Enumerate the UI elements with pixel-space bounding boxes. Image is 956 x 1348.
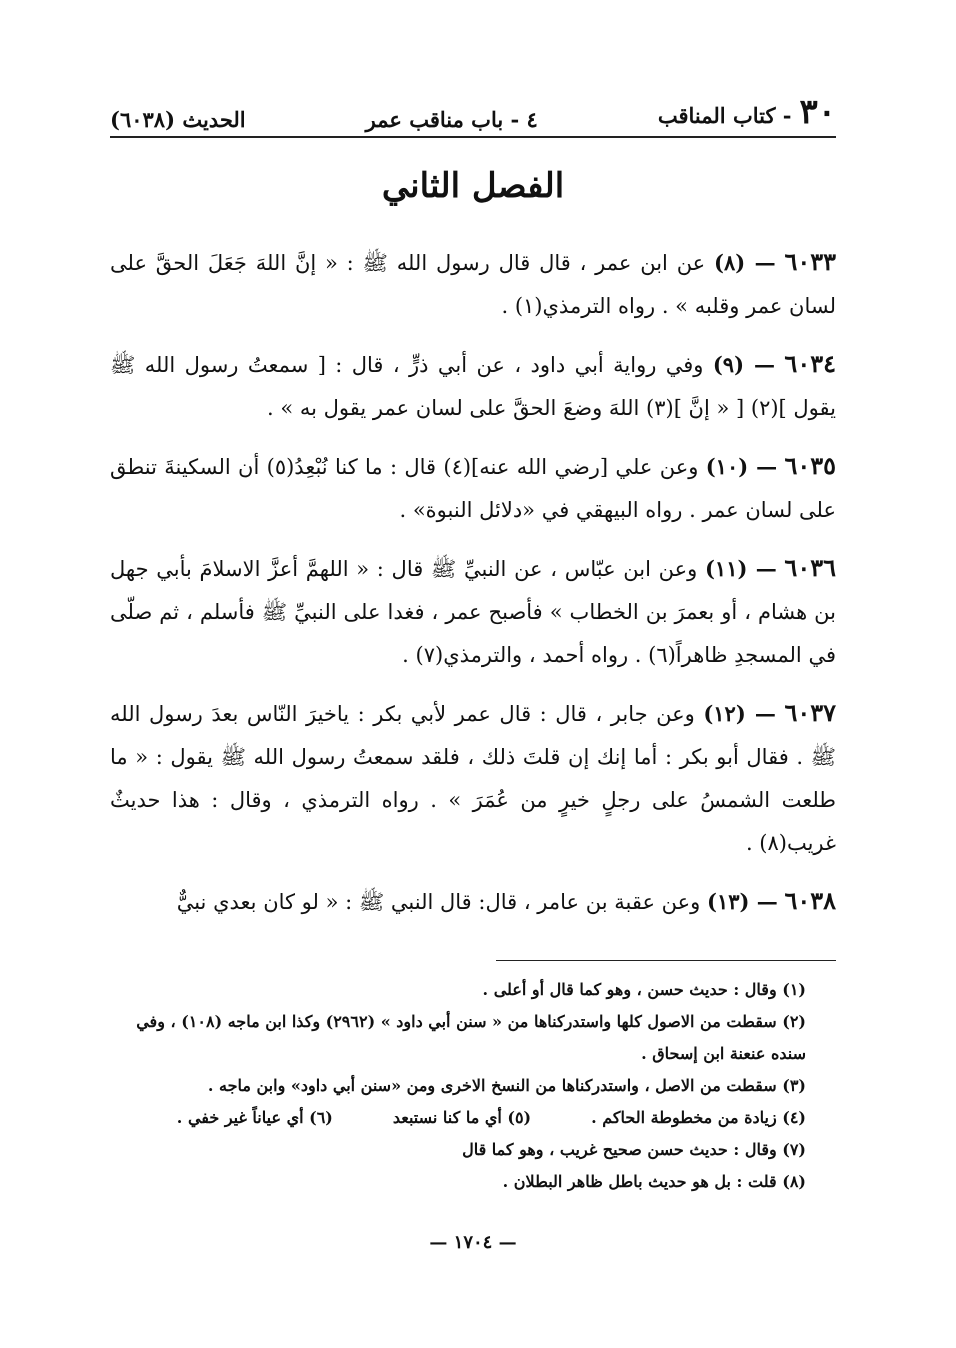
- document-page: [110, 70, 836, 1288]
- hadith-6036: [110, 546, 836, 677]
- hadith-text: وعن ابن عبّاس ، عن النبيِّ ﷺ قال : « اللهمَّ أعزَّ الاسلامَ بأبي جهل بن هشام ، أو بعمرَ بن الخطاب » فأصبح عمر ، فغدا على النبيِّ ﷺ فأسلم ، ثم صلّى في المسجدِ ظاهراً(٦) . رواه أحمد ، والترمذي(٧) .: [110, 557, 836, 667]
- hadith-sub-number: — (١١): [704, 556, 777, 581]
- footnote-3: (٣) سقطت من الاصل ، واستدركناها من النسخ الاخرى ومن «سنن أبي داود» وابن ماجه .: [207, 1076, 806, 1095]
- hadith-6033: [110, 240, 836, 328]
- hadith-number: ٦٠٣٦: [784, 553, 836, 582]
- section-heading: ٤ - باب مناقب عمر: [365, 107, 538, 132]
- hadith-6038: [110, 879, 836, 924]
- hadith-number: ٦٠٣٨: [784, 886, 836, 915]
- hadith-text: وعن علي [رضي الله عنه](٤) قال : ما كنا نُبْعِدُ(٥) أن السكينةَ تنطق على لسان عمر . رواه البيهقي في «دلائل النبوة» .: [110, 455, 836, 522]
- hadith-6034: [110, 342, 836, 430]
- hadith-number: ٦٠٣٣: [784, 247, 836, 276]
- footnote-rule: [496, 960, 836, 961]
- hadith-sub-number: — (١٣): [707, 889, 778, 914]
- running-header: [110, 88, 836, 132]
- chapter-heading: [658, 92, 836, 132]
- footnote-2: (٢) سقطت من الاصول كلها واستدركناها من « سنن أبي داود » (٢٩٦٢) وكذا ابن ماجه (١٠٨) ، وفي سنده عنعنة ابن إسحاق .: [136, 1012, 806, 1063]
- hadith-text: وعن جابر ، قال : قال عمر لأبي بكر : ياخيرَ النّاس بعدَ رسول الله ﷺ . فقال أبو بكر : أما إنك إن قلتَ ذلك ، فلقد سمعتُ رسول الله ﷺ يقول : « ما طلعت الشمسُ على رجلٍ خيرٍ من عُمَرَ » . رواه الترمذي ، وقال : هذا حديثٌ غريب(٨) .: [110, 702, 836, 855]
- page-number: — ١٧٠٤ —: [429, 1232, 517, 1253]
- footnote-row-4-6: [110, 1102, 806, 1134]
- header-rule: [110, 136, 836, 138]
- hadith-sub-number: — (١٢): [703, 701, 776, 726]
- hadith-reference: الحديث (٦٠٣٨): [110, 107, 246, 132]
- footnote-6: (٦) أي عياناً غير خفي .: [176, 1108, 333, 1127]
- footnote-8: (٨) قلت : بل هو حديث باطل ظاهر البطلان .: [502, 1172, 806, 1191]
- hadith-number: ٦٠٣٤: [784, 349, 836, 378]
- footnote-5: (٥) أي ما كنا نستبعد: [392, 1108, 532, 1127]
- hadith-6035: [110, 444, 836, 532]
- hadith-number: ٦٠٣٧: [784, 698, 837, 727]
- chapter-title: - كتاب المناقب: [657, 103, 792, 128]
- footnote-1: (١) وقال : حديث حسن ، وهو كما قال أو أعلى .: [482, 980, 806, 999]
- hadith-text: عن ابن عمر ، قال قال رسول الله ﷺ : « إنَّ اللهَ جَعَلَ الحقَّ على لسان عمر وقلبه » . رواه الترمذي(١) .: [110, 251, 836, 318]
- footnotes: [110, 974, 806, 1198]
- hadith-text: وفي رواية أبي داود ، عن أبي ذرٍّ ، قال : [ سمعتُ رسول الله ﷺ يقول ](٢) [ « إنَّ ](٣) اللهَ وضعَ الحقَّ على لسان عمر يقول به » .: [110, 353, 836, 420]
- footnote-4: (٤) زيادة من مخطوطة الحاكم .: [591, 1108, 806, 1127]
- hadith-6037: [110, 691, 836, 865]
- section-title: الفصل الثاني: [381, 166, 565, 206]
- footnote-7: (٧) وقال : حديث حسن صحيح غريب ، وهو كما قال: [462, 1140, 806, 1159]
- hadith-sub-number: — (٨): [714, 250, 776, 275]
- hadith-sub-number: — (١٠): [705, 454, 778, 479]
- hadith-sub-number: — (٩): [712, 352, 776, 377]
- hadith-list: [110, 240, 836, 938]
- hadith-text: وعن عقبة بن عامر ، قال: قال النبي ﷺ : « لو كان بعدي نبيٌّ: [176, 890, 701, 914]
- hadith-number: ٦٠٣٥: [784, 451, 837, 480]
- chapter-number: ٣٠: [799, 92, 836, 132]
